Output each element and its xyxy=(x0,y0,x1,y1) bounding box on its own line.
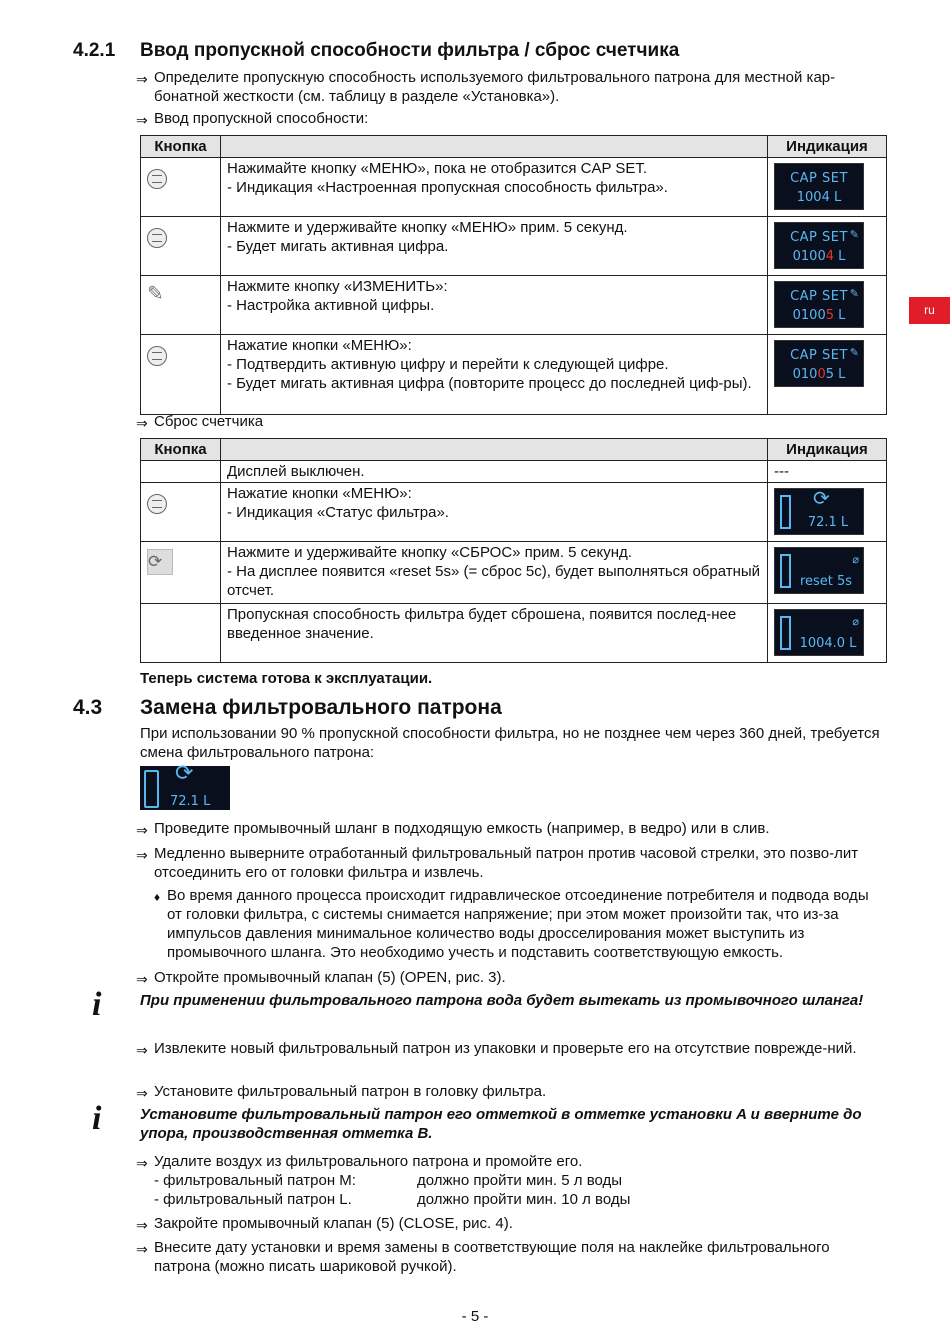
lcd-display: ✎ CAP SET 01005 L xyxy=(774,281,864,328)
step-open-valve: Откройте промывочный клапан (5) (OPEN, рис. 3). xyxy=(154,969,506,986)
arrow-icon: ⇒ xyxy=(136,847,148,863)
paragraph-determine-capacity: Определите пропускную способность используемого фильтровального патрона для местной кар-бонатной жесткости (см. таблицу в разделе «Установка»). xyxy=(154,69,836,105)
arrow-icon: ⇒ xyxy=(136,822,148,838)
paragraph-enter-capacity: Ввод пропускной способности: xyxy=(154,110,369,127)
filter-tank-icon xyxy=(780,495,791,529)
section-title-43: Замена фильтровального патрона xyxy=(140,696,502,719)
menu-button-icon xyxy=(147,169,167,189)
page-number: - 5 - xyxy=(461,1308,489,1325)
info-icon: i xyxy=(92,986,102,1023)
info-note-water: При применении фильтровального патрона вода будет вытекать из промывочного шланга! xyxy=(140,992,864,1009)
step-record-date: Внесите дату установки и время замены в соответствующие поля на наклейке фильтровального патрона (можно писать шариковой ручкой). xyxy=(154,1239,830,1275)
info-icon: i xyxy=(92,1100,102,1137)
step-hose: Проведите промывочный шланг в подходящую емкость (например, в ведро) или в слив. xyxy=(154,820,770,837)
step-flush: Удалите воздух из фильтровального патрона и промойте его. xyxy=(154,1153,583,1170)
table-cell-instruction: Нажмите кнопку «ИЗМЕНИТЬ»: - Настройка активной цифры. xyxy=(221,276,768,335)
lcd-display: CAP SET 1004 L xyxy=(774,163,864,210)
table-cell-indication: --- xyxy=(768,461,887,483)
arrow-icon: ⇒ xyxy=(136,971,148,987)
table-cell-instruction: Пропускная способность фильтра будет сброшена, появится послед-нее введенное значение. xyxy=(221,604,768,663)
reset-table xyxy=(140,438,887,663)
cartridge-m-value: должно пройти мин. 5 л воды xyxy=(417,1172,623,1189)
arrow-icon: ⇒ xyxy=(136,112,148,128)
bullet-note: Во время данного процесса происходит гидравлическое отсоединение потребителя и подвода воды от головки фильтра, с системы снимается напряжение; при этом может произойти так, что из-за импульсов давления минимальное количество воды дросселирования может выступить из промывочного шланга. Это необходимо учесть и подставить соответствующую емкость. xyxy=(167,887,869,961)
cartridge-l-label: - фильтровальный патрон L. xyxy=(154,1191,352,1208)
cartridge-m-label: - фильтровальный патрон M: xyxy=(154,1172,356,1189)
info-note-marking: Установите фильтровальный патрон его отметкой в отметке установки A и вверните до упора, производственная отметка B. xyxy=(140,1106,862,1142)
table-cell-instruction: Нажатие кнопки «МЕНЮ»: - Подтвердить активную цифру и перейти к следующей цифре. - Будет мигать активная цифра (повторите процесс до последней циф-ры). xyxy=(221,335,768,415)
table-cell-instruction: Дисплей выключен. xyxy=(221,461,768,483)
table-cell-instruction: Нажмите и удерживайте кнопку «МЕНЮ» прим. 5 секунд. - Будет мигать активная цифра. xyxy=(221,217,768,276)
menu-button-icon xyxy=(147,494,167,514)
reset-button-icon: ⟳ xyxy=(147,549,173,575)
table-cell-instruction: Нажмите и удерживайте кнопку «СБРОС» прим. 5 секунд. - На дисплее появится «reset 5s» (= сброс 5с), будет выполняться обратный отсчет. xyxy=(221,542,768,604)
step-install: Установите фильтровальный патрон в головку фильтра. xyxy=(154,1083,547,1100)
refresh-icon: ⟳ xyxy=(813,486,830,510)
capacity-table xyxy=(140,135,887,415)
lcd-display: ⟳ 72.1 L xyxy=(774,488,864,535)
step-unscrew: Медленно выверните отработанный фильтровальный патрон против часовой стрелки, это позво-лит отсоединить его от головки фильтра и извлечь. xyxy=(154,845,859,881)
menu-button-icon xyxy=(147,228,167,248)
filter-tank-icon xyxy=(144,770,159,808)
arrow-icon: ⇒ xyxy=(136,1241,148,1257)
arrow-icon: ⇒ xyxy=(136,1085,148,1101)
table-cell-instruction: Нажимайте кнопку «МЕНЮ», пока не отобразится CAP SET. - Индикация «Настроенная пропускная способность фильтра». xyxy=(221,158,768,217)
arrow-icon: ⇒ xyxy=(136,1217,148,1233)
filter-tank-icon xyxy=(780,616,791,650)
cartridge-icon: ⌀ xyxy=(852,615,859,628)
refresh-icon: ⟳ xyxy=(175,761,194,786)
lcd-display: ⌀ 1004.0 L xyxy=(774,609,864,656)
column-header-indication: Индикация xyxy=(768,136,887,158)
step-new-cartridge: Извлеките новый фильтровальный патрон из упаковки и проверьте его на отсутствие поврежде-ний. xyxy=(154,1040,857,1057)
menu-button-icon xyxy=(147,346,167,366)
column-header-action xyxy=(221,136,768,158)
pencil-icon: ✎ xyxy=(849,346,859,359)
arrow-icon: ⇒ xyxy=(136,1042,148,1058)
arrow-icon: ⇒ xyxy=(136,1155,148,1171)
section-number-421: 4.2.1 xyxy=(73,40,116,61)
pencil-edit-icon: ✎ xyxy=(147,283,164,305)
lcd-display: ⌀ reset 5s xyxy=(774,547,864,594)
language-tab: ru xyxy=(909,297,950,324)
column-header-action xyxy=(221,439,768,461)
pencil-icon: ✎ xyxy=(849,228,859,241)
arrow-icon: ⇒ xyxy=(136,415,148,431)
step-close-valve: Закройте промывочный клапан (5) (CLOSE, рис. 4). xyxy=(154,1215,513,1232)
lcd-display: ✎ CAP SET 01004 L xyxy=(774,222,864,269)
arrow-icon: ⇒ xyxy=(136,71,148,87)
lcd-display: ✎ CAP SET 01005 L xyxy=(774,340,864,387)
filter-status-display: ⟳ 72.1 L xyxy=(140,766,230,810)
ready-statement: Теперь система готова к эксплуатации. xyxy=(140,670,433,687)
bullet-icon: ♦ xyxy=(154,890,161,904)
column-header-button: Кнопка xyxy=(141,439,221,461)
pencil-icon: ✎ xyxy=(849,287,859,300)
reset-counter-label: Сброс счетчика xyxy=(154,413,264,430)
paragraph-intro: При использовании 90 % пропускной способности фильтра, но не позднее чем через 360 дней, требуется смена фильтровального патрона: xyxy=(140,725,880,761)
section-number-43: 4.3 xyxy=(73,696,103,719)
column-header-button: Кнопка xyxy=(141,136,221,158)
cartridge-icon: ⌀ xyxy=(852,553,859,566)
column-header-indication: Индикация xyxy=(768,439,887,461)
table-cell-instruction: Нажатие кнопки «МЕНЮ»: - Индикация «Статус фильтра». xyxy=(221,483,768,542)
cartridge-l-value: должно пройти мин. 10 л воды xyxy=(417,1191,631,1208)
section-title-421: Ввод пропускной способности фильтра / сброс счетчика xyxy=(140,40,680,61)
